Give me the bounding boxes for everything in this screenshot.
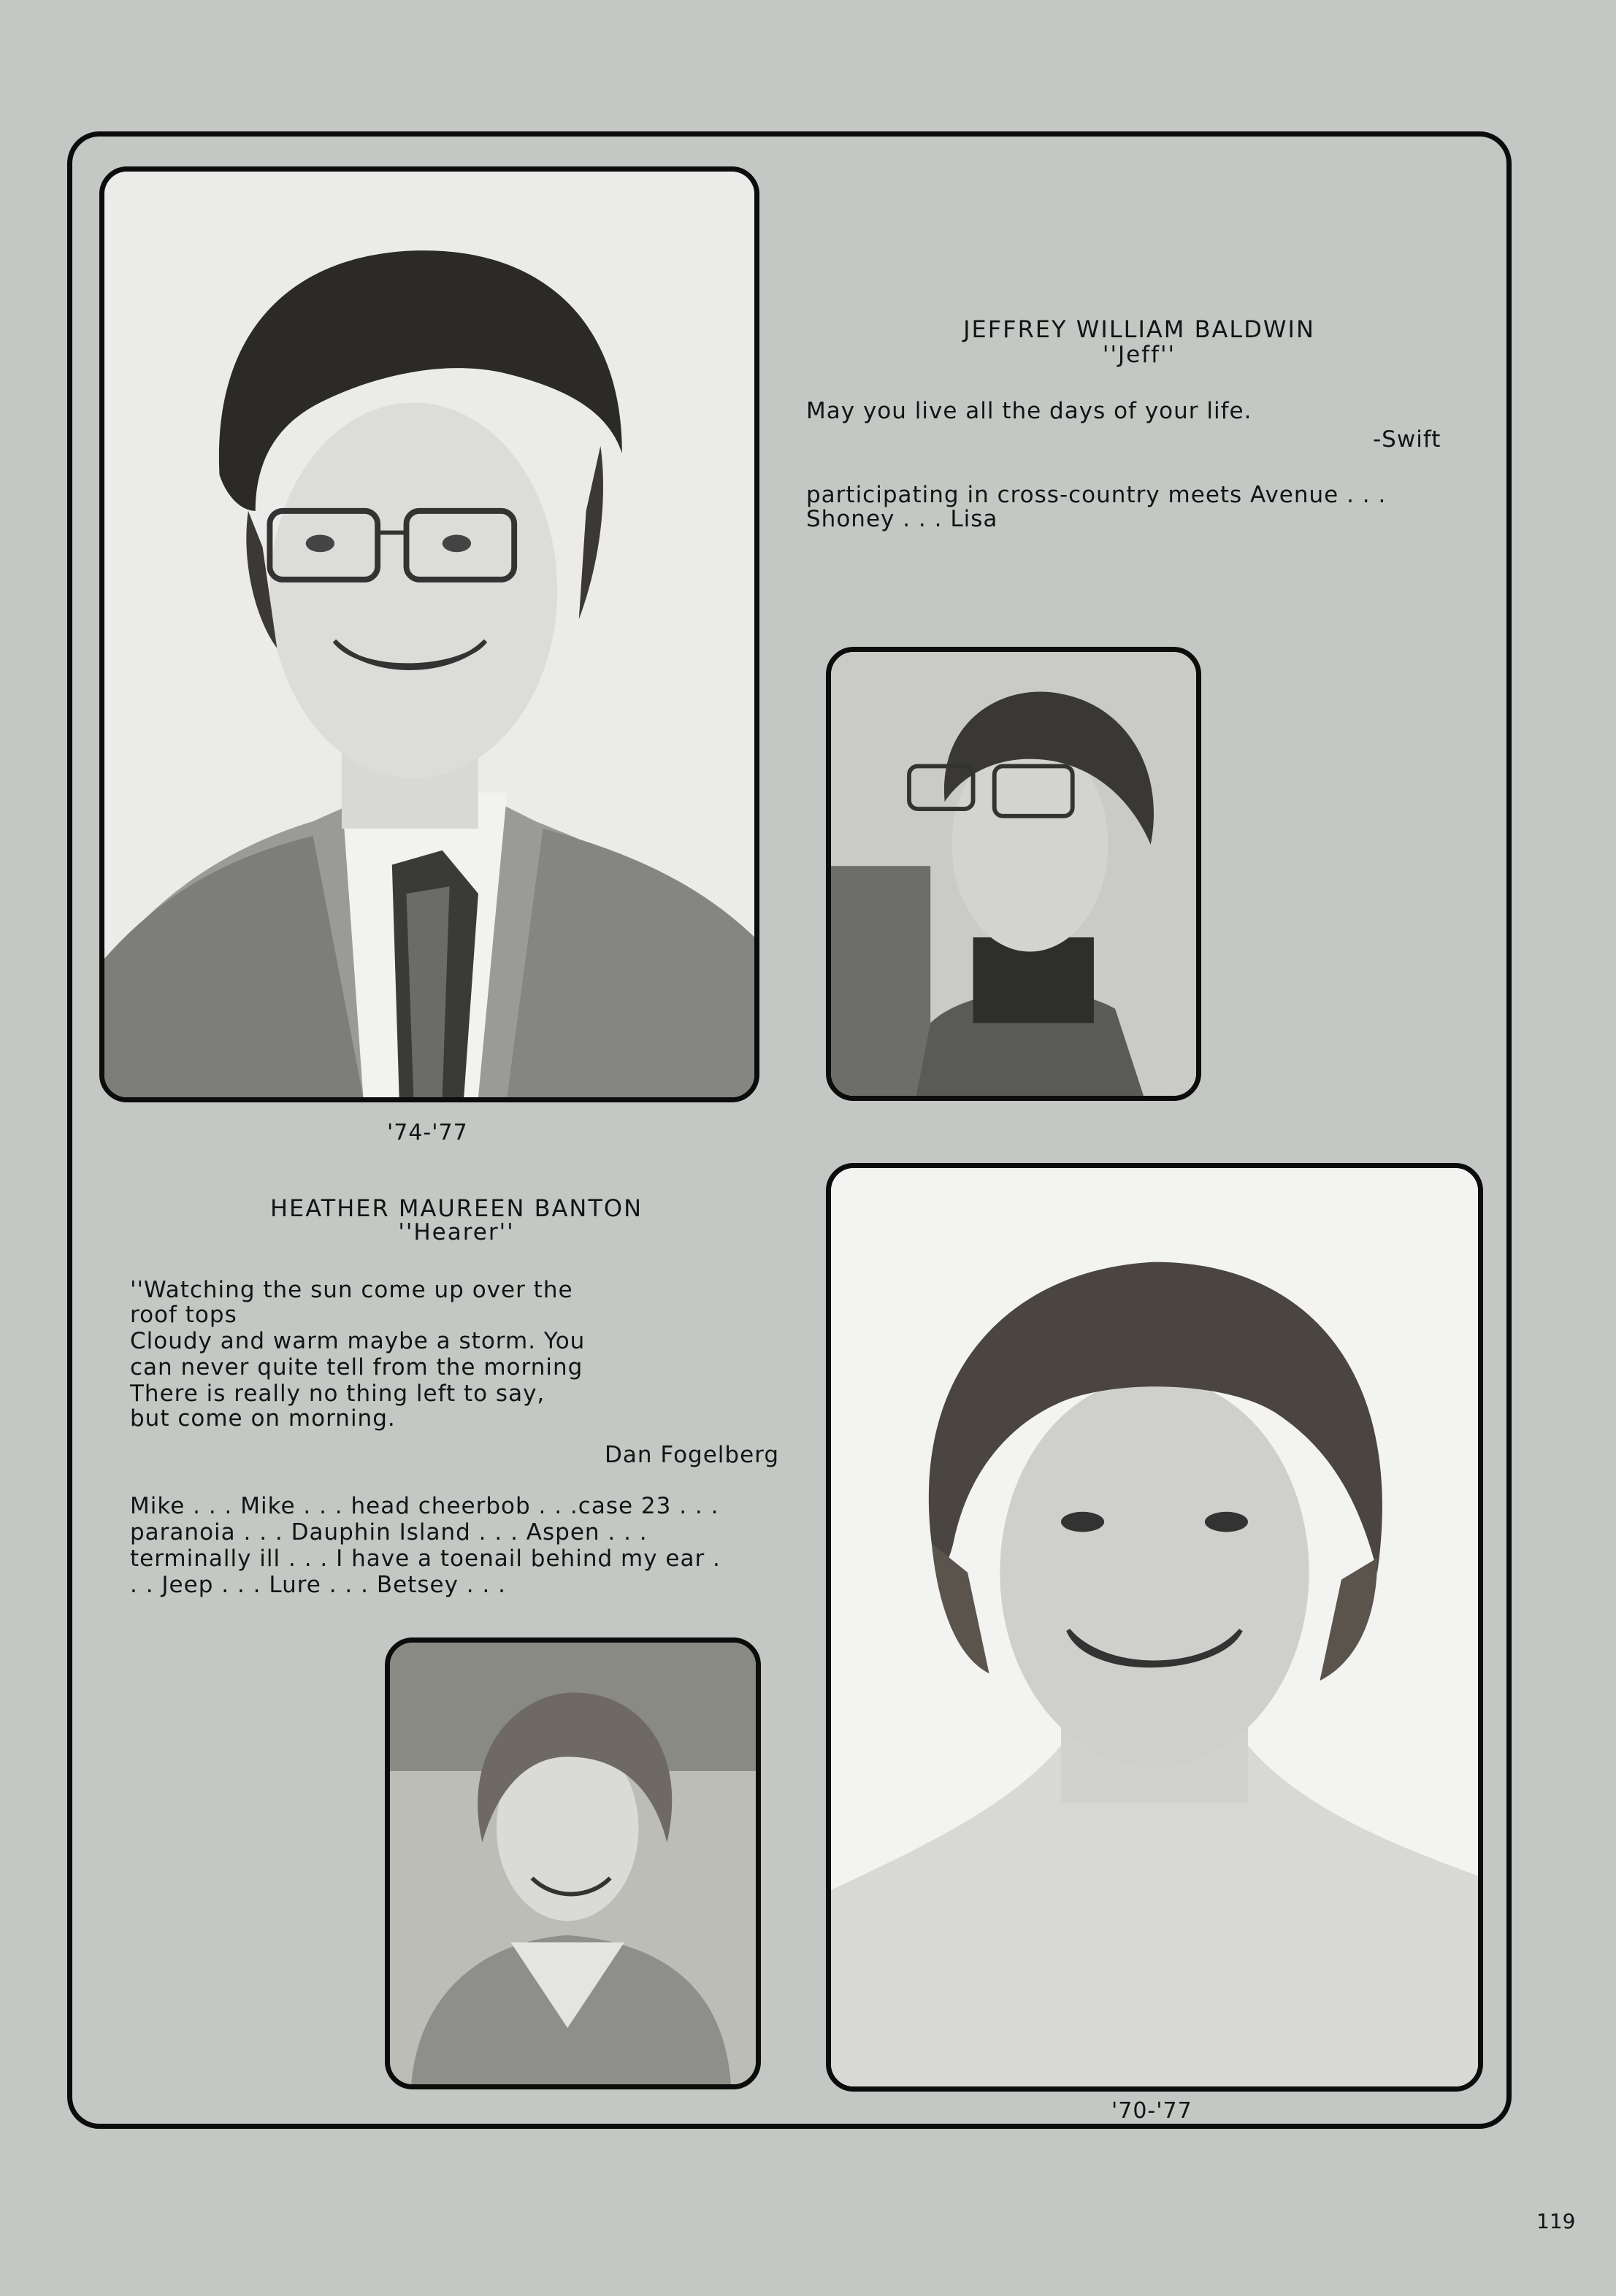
- heather-candid-photo: [385, 1637, 761, 2089]
- heather-quote-line-3: Cloudy and warm maybe a storm. You: [130, 1328, 586, 1354]
- jeffrey-portrait-photo: [99, 166, 759, 1102]
- heather-name: HEATHER MAUREEN BANTON: [269, 1194, 643, 1222]
- jeffrey-memories-line-1: participating in cross-country meets Avenue . . .: [806, 482, 1387, 508]
- heather-quote-line-5: There is really no thing left to say,: [130, 1381, 545, 1407]
- jeffrey-quote-author: -Swift: [1373, 426, 1441, 453]
- heather-memories-line-4: . . Jeep . . . Lure . . . Betsey . . .: [130, 1572, 507, 1598]
- jeffrey-name: JEFFREY WILLIAM BALDWIN: [963, 315, 1315, 343]
- heather-years: '70-'77: [1111, 2098, 1192, 2124]
- heather-quote-author: Dan Fogelberg: [605, 1442, 780, 1468]
- jeffrey-candid-photo: [826, 647, 1201, 1101]
- jeffrey-quote: May you live all the days of your life.: [806, 398, 1252, 424]
- page-number: 119: [1536, 2209, 1576, 2233]
- heather-memories-line-2: paranoia . . . Dauphin Island . . . Aspen . . .: [130, 1519, 648, 1546]
- heather-memories-line-1: Mike . . . Mike . . . head cheerbob . . .case 23 . . .: [130, 1493, 719, 1519]
- heather-memories-line-3: terminally ill . . . I have a toenail behind my ear .: [130, 1546, 721, 1572]
- jeffrey-nickname: ''Jeff'': [1102, 342, 1176, 368]
- heather-quote-line-1: ''Watching the sun come up over the: [130, 1277, 573, 1303]
- heather-quote-line-6: but come on morning.: [130, 1405, 396, 1432]
- jeffrey-memories-line-2: Shoney . . . Lisa: [806, 506, 998, 532]
- heather-nickname: ''Hearer'': [398, 1219, 515, 1245]
- heather-quote-line-2: roof tops: [130, 1302, 237, 1328]
- jeffrey-years: '74-'77: [387, 1120, 468, 1145]
- heather-quote-line-4: can never quite tell from the morning: [130, 1354, 583, 1381]
- heather-portrait-photo: [826, 1163, 1483, 2092]
